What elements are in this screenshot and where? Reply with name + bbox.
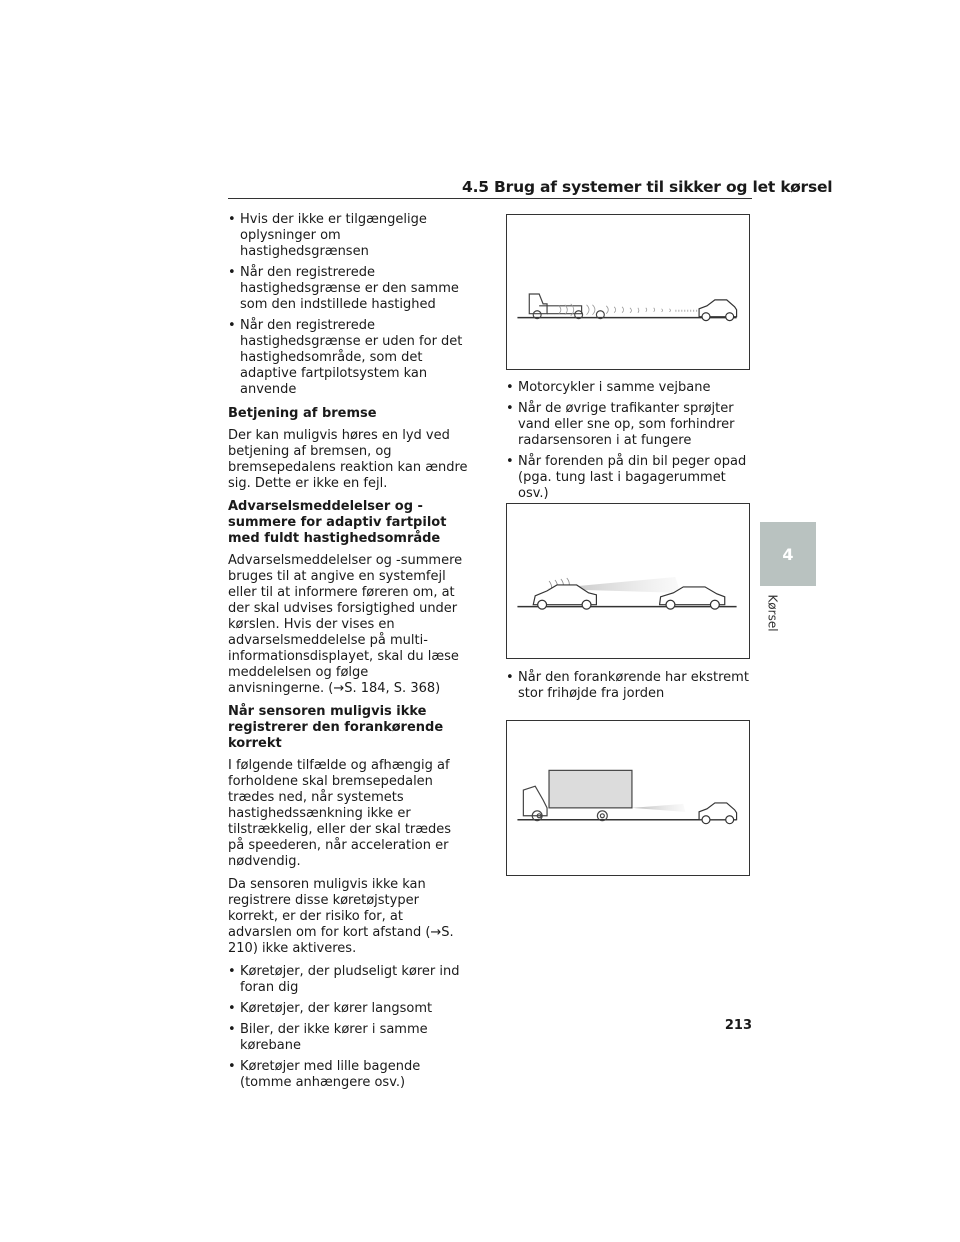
list-item: • Køretøjer med lille bagende (tomme anhængere osv.) bbox=[228, 1059, 468, 1091]
right-column-list-a bbox=[506, 380, 752, 507]
chapter-number: 4 bbox=[782, 544, 794, 564]
section-title: 4.5 Brug af systemer til sikker og let kørsel bbox=[462, 178, 833, 196]
page-number: 213 bbox=[724, 1018, 752, 1033]
list-item: • Når forenden på din bil peger opad (pga. tung last i bagagerummet osv.) bbox=[506, 454, 752, 502]
nose-up-car-illustration bbox=[507, 504, 749, 658]
right-column-list-b bbox=[506, 670, 752, 707]
list-item: • Motorcykler i samme vejbane bbox=[506, 380, 752, 396]
warning-heading: Advarselsmeddelelser og -summere for adaptiv fartpilot med fuldt hastighedsområde bbox=[228, 499, 447, 546]
chapter-label-container bbox=[760, 590, 786, 636]
chapter-label: Kørsel bbox=[766, 594, 780, 632]
brake-heading: Betjening af bremse bbox=[228, 406, 377, 421]
list-item: • Biler, der ikke kører i samme kørebane bbox=[228, 1022, 468, 1054]
left-column bbox=[228, 212, 468, 1096]
sensor-text-1: I følgende tilfælde og afhængig af forholdene skal bremsepedalen trædes ned, når systemets hastighedssænkning ikke er tilstrækkelig, eller der skal trædes på speederen, når acceleration er nødvendig. bbox=[228, 758, 452, 869]
warning-text: Advarselsmeddelelser og -summere bruges til at angive en systemfejl eller til at informere føreren om, at der skal udvises forsigtighed under kørslen. Hvis der vises en advarselsmeddelelse på multi-informationsdisplayet, skal du læse meddelelsen og følge anvisningerne. (→S. 184, S. 368) bbox=[228, 553, 463, 696]
list-item: • Når den registrerede hastighedsgrænse er den samme som den indstillede hastighed bbox=[228, 265, 468, 313]
sensor-text-2: Da sensoren muligvis ikke kan registrere disse køretøjstyper korrekt, er der risiko for, at advarslen om for kort afstand (→S. 210) ikke aktiveres. bbox=[228, 877, 454, 956]
list-item: • Når den forankørende har ekstremt stor frihøjde fra jorden bbox=[506, 670, 752, 702]
figure-high-clearance-truck bbox=[506, 720, 750, 876]
list-item: • Køretøjer, der kører langsomt bbox=[228, 1001, 468, 1017]
list-item: • Køretøjer, der pludseligt kører ind foran dig bbox=[228, 964, 468, 996]
chapter-tab bbox=[760, 522, 816, 586]
sensor-heading: Når sensoren muligvis ikke registrerer den forankørende korrekt bbox=[228, 704, 444, 751]
list-item: • Når de øvrige trafikanter sprøjter vand eller sne op, som forhindrer radarsensoren i at fungere bbox=[506, 401, 752, 449]
figure-car-nose-up bbox=[506, 503, 750, 659]
high-clearance-truck-illustration bbox=[507, 721, 749, 875]
list-item: • Når den registrerede hastighedsgrænse er uden for det hastighedsområde, som det adaptive fartpilotsystem kan anvende bbox=[228, 318, 468, 398]
title-rule bbox=[228, 198, 752, 199]
brake-text: Der kan muligvis høres en lyd ved betjening af bremsen, og bremsepedalens reaktion kan ændre sig. Dette er ikke en fejl. bbox=[228, 428, 468, 491]
truck-car-illustration bbox=[507, 215, 749, 369]
list-item: • Hvis der ikke er tilgængelige oplysninger om hastighedsgrænsen bbox=[228, 212, 468, 260]
figure-truck-following-car bbox=[506, 214, 750, 370]
